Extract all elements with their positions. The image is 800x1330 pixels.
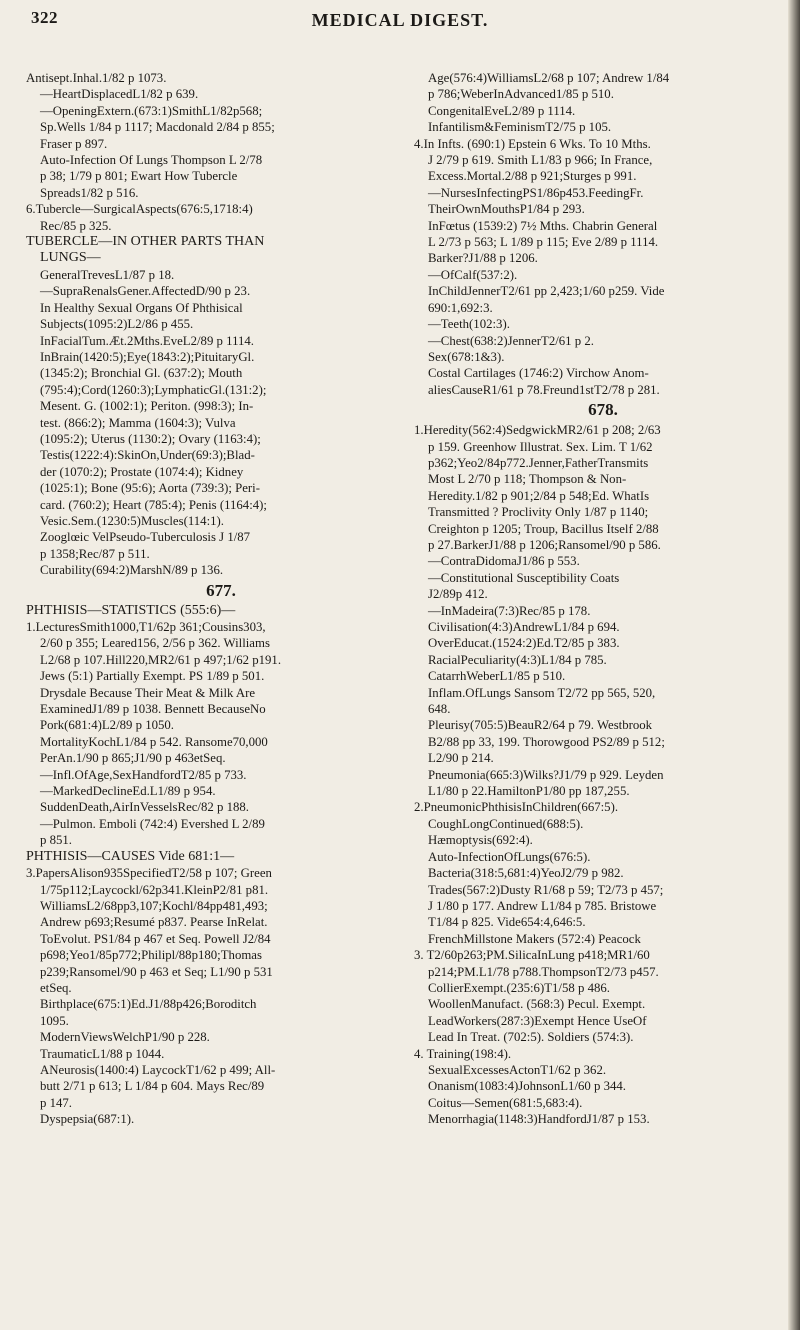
section-number: 678. — [588, 400, 618, 420]
index-line: etSeq. — [40, 980, 72, 995]
index-line: Bacteria(318:5,681:4)YeoJ2/79 p 982. — [428, 866, 624, 881]
index-line: butt 2/71 p 613; L 1/84 p 604. Mays Rec/89 — [40, 1079, 265, 1094]
index-line: (1025:1); Bone (95:6); Aorta (739:3); Peri- — [40, 481, 260, 496]
index-line: J 2/79 p 619. Smith L1/83 p 966; In France, — [428, 153, 653, 168]
index-line: T1/84 p 825. Vide654:4,646:5. — [428, 915, 586, 930]
index-line: —Teeth(102:3). — [428, 317, 510, 332]
index-line: InFœtus (1539:2) 7½ Mths. Chabrin General — [428, 218, 658, 233]
index-line: —Pulmon. Emboli (742:4) Evershed L 2/89 — [40, 816, 265, 831]
index-line: aliesCauseR1/61 p 78.Freund1stT2/78 p 281. — [428, 382, 660, 397]
index-line: —OpeningExtern.(673:1)SmithL1/82p568; — [40, 103, 263, 118]
index-line: Fraser p 897. — [40, 136, 108, 151]
index-line: L 2/73 p 563; L 1/89 p 115; Eve 2/89 p 1114. — [428, 235, 659, 250]
index-line: —SupraRenalsGener.AffectedD/90 p 23. — [40, 284, 251, 299]
index-line: p 1358;Rec/87 p 511. — [40, 546, 150, 561]
index-line: Infantilism&FeminismT2/75 p 105. — [428, 120, 612, 135]
index-line: Creighton p 1205; Troup, Bacillus Itself 2/88 — [428, 521, 659, 536]
index-line: Mesent. G. (1002:1); Periton. (998:3); In- — [40, 399, 254, 414]
index-line: —OfCalf(537:2). — [428, 267, 518, 282]
index-line: p 786;WeberInAdvanced1/85 p 510. — [428, 87, 614, 102]
index-line: Heredity.1/82 p 901;2/84 p 548;Ed. WhatIs — [428, 488, 650, 503]
index-line: 2.PneumonicPhthisisInChildren(667:5). — [414, 800, 619, 815]
index-line: —HeartDisplacedL1/82 p 639. — [40, 87, 199, 102]
index-line: 1095. — [40, 1013, 69, 1028]
index-line: PerAn.1/90 p 865;J1/90 p 463etSeq. — [40, 751, 226, 766]
index-line: 4. Training(198:4). — [414, 1046, 512, 1061]
index-line: p362;Yeo2/84p772.Jenner,FatherTransmits — [428, 455, 649, 470]
index-line: CongenitalEveL2/89 p 1114. — [428, 103, 576, 118]
index-line: p 147. — [40, 1095, 72, 1110]
index-line: ExaminedJ1/89 p 1038. Bennett BecauseNo — [40, 702, 266, 717]
index-line: Lead In Treat. (702:5). Soldiers (574:3). — [428, 1030, 634, 1045]
index-line: Auto-InfectionOfLungs(676:5). — [428, 849, 591, 864]
index-line: 690:1,692:3. — [428, 300, 493, 315]
index-line: Pork(681:4)L2/89 p 1050. — [40, 718, 175, 733]
index-line: 1.Heredity(562:4)SedgwickMR2/61 p 208; 2/63 — [414, 423, 661, 438]
index-line: L2/68 p 107.Hill220,MR2/61 p 497;1/62 p191. — [40, 652, 282, 667]
index-line: p 38; 1/79 p 801; Ewart How Tubercle — [40, 169, 238, 184]
index-line: WoollenManufact. (568:3) Pecul. Exempt. — [428, 997, 646, 1012]
index-line: (795:4);Cord(1260:3);LymphaticGl.(131:2); — [40, 382, 267, 397]
index-line: Inflam.OfLungs Sansom T2/72 pp 565, 520, — [428, 685, 656, 700]
index-line: (1095:2); Uterus (1130:2); Ovary (1163:4); — [40, 431, 261, 446]
index-line: (1345:2); Bronchial Gl. (637:2); Mouth — [40, 366, 243, 381]
index-line: p 159. Greenhow Illustrat. Sex. Lim. T 1/62 — [428, 439, 653, 454]
index-line: Costal Cartilages (1746:2) Virchow Anom- — [428, 366, 649, 381]
entry-heading: LUNGS— — [40, 250, 101, 266]
index-line: Curability(694:2)MarshN/89 p 136. — [40, 563, 224, 578]
index-line: WilliamsL2/68pp3,107;Kochl/84pp481,493; — [40, 898, 268, 913]
index-line: Civilisation(4:3)AndrewL1/84 p 694. — [428, 620, 620, 634]
index-line: Dyspepsia(687:1). — [40, 1112, 135, 1127]
section-number: 677. — [206, 580, 236, 600]
index-line: Onanism(1083:4)JohnsonL1/60 p 344. — [428, 1079, 626, 1094]
index-line: 2/60 p 355; Leared156, 2/56 p 362. Williams — [40, 636, 270, 651]
index-line: InChildJennerT2/61 pp 2,423;1/60 p259. Vide — [428, 284, 665, 299]
index-line: p 27.BarkerJ1/88 p 1206;Ransomel/90 p 586. — [428, 537, 661, 552]
index-line: 4.In Infts. (690:1) Epstein 6 Wks. To 10 Mths. — [414, 136, 651, 151]
left-column — [26, 70, 416, 1128]
index-line: B2/88 pp 33, 199. Thorowgood PS2/89 p 512; — [428, 734, 665, 749]
entry-heading: PHTHISIS—STATISTICS (555:6)— — [26, 602, 236, 618]
index-line: Birthplace(675:1)Ed.J1/88p426;Boroditch — [40, 997, 257, 1012]
index-line: Spreads1/82 p 516. — [40, 185, 139, 200]
index-line: FrenchMillstone Makers (572:4) Peacock — [428, 931, 641, 946]
index-line: 6.Tubercle—SurgicalAspects(676:5,1718:4) — [26, 202, 253, 217]
index-line: p 851. — [40, 833, 72, 848]
index-line: J 1/80 p 177. Andrew L1/84 p 785. Bristowe — [428, 898, 657, 913]
index-line: MortalityKochL1/84 p 542. Ransome70,000 — [40, 734, 268, 749]
index-line: InFacialTum.Æt.2Mths.EveL2/89 p 1114. — [40, 333, 254, 348]
index-line: Coitus—Semen(681:5,683:4). — [428, 1095, 583, 1110]
index-line: Most L 2/70 p 118; Thompson & Non- — [428, 472, 627, 487]
index-line: —Chest(638:2)JennerT2/61 p 2. — [428, 333, 594, 348]
index-line: InBrain(1420:5);Eye(1843:2);PituitaryGl. — [40, 349, 255, 364]
index-line: 3.PapersAlison935SpecifiedT2/58 p 107; Green — [26, 866, 272, 881]
index-line: —MarkedDeclineEd.L1/89 p 954. — [40, 784, 216, 799]
right-column — [414, 70, 792, 1128]
index-line: Excess.Mortal.2/88 p 921;Sturges p 991. — [428, 169, 637, 184]
index-line: 648. — [428, 702, 451, 717]
index-line: Jews (5:1) Partially Exempt. PS 1/89 p 501. — [40, 669, 265, 684]
index-line: p239;Ransomel/90 p 463 et Seq; L1/90 p 531 — [40, 964, 273, 979]
entry-heading: TUBERCLE—IN OTHER PARTS THAN — [26, 234, 265, 250]
index-line: Trades(567:2)Dusty R1/68 p 59; T2/73 p 457; — [428, 882, 664, 897]
page-number: 322 — [31, 8, 58, 27]
index-line: CollierExempt.(235:6)T1/58 p 486. — [428, 980, 610, 995]
index-line: Hæmoptysis(692:4). — [428, 833, 533, 848]
index-line: Testis(1222:4):SkinOn,Under(69:3);Blad- — [40, 448, 255, 463]
index-line: Antisept.Inhal.1/82 p 1073. — [26, 71, 167, 85]
index-line: Vesic.Sem.(1230:5)Muscles(114:1). — [40, 513, 224, 528]
index-line: 1.LecturesSmith1000,T1/62p 361;Cousins303, — [26, 620, 266, 634]
index-line: TraumaticL1/88 p 1044. — [40, 1046, 165, 1061]
index-line: Auto-Infection Of Lungs Thompson L 2/78 — [40, 153, 263, 168]
index-line: —Infl.OfAge,SexHandfordT2/85 p 733. — [40, 767, 247, 782]
index-line: 3. T2/60p263;PM.SilicaInLung p418;MR1/60 — [414, 948, 650, 963]
running-head: MEDICAL DIGEST. — [311, 10, 489, 30]
index-line: CatarrhWeberL1/85 p 510. — [428, 669, 566, 684]
index-line: —Constitutional Susceptibility Coats — [428, 570, 620, 585]
index-line: Pleurisy(705:5)BeauR2/64 p 79. Westbrook — [428, 718, 653, 733]
index-line: p214;PM.L1/78 p788.ThompsonT2/73 p457. — [428, 964, 659, 979]
index-line: L2/90 p 214. — [428, 751, 494, 766]
index-line: TheirOwnMouthsP1/84 p 293. — [428, 202, 585, 217]
index-line: —ContraDidomaJ1/86 p 553. — [428, 554, 580, 569]
index-line: 1/75p112;Laycockl/62p341.KleinP2/81 p81. — [40, 882, 269, 897]
index-line: CoughLongContinued(688:5). — [428, 816, 584, 831]
index-line: RacialPeculiarity(4:3)L1/84 p 785. — [428, 652, 607, 667]
index-line: Menorrhagia(1148:3)HandfordJ1/87 p 153. — [428, 1112, 650, 1127]
index-line: Pneumonia(665:3)Wilks?J1/79 p 929. Leyden — [428, 767, 664, 782]
index-line: L1/80 p 22.HamiltonP1/80 pp 187,255. — [428, 784, 630, 799]
index-line: SuddenDeath,AirInVesselsRec/82 p 188. — [40, 800, 249, 815]
index-line: Subjects(1095:2)L2/86 p 455. — [40, 317, 194, 332]
index-line: —InMadeira(7:3)Rec/85 p 178. — [428, 603, 591, 618]
index-line: GeneralTrevesL1/87 p 18. — [40, 267, 175, 282]
index-line: ModernViewsWelchP1/90 p 228. — [40, 1030, 210, 1045]
index-line: SexualExcessesActonT1/62 p 362. — [428, 1062, 607, 1077]
index-line: test. (866:2); Mamma (1604:3); Vulva — [40, 415, 236, 430]
index-line: Barker?J1/88 p 1206. — [428, 251, 538, 266]
index-line: OverEducat.(1524:2)Ed.T2/85 p 383. — [428, 636, 620, 651]
index-line: ToEvolut. PS1/84 p 467 et Seq. Powell J2/84 — [40, 931, 271, 946]
index-line: Transmitted ? Proclivity Only 1/87 p 1140; — [428, 505, 649, 520]
index-line: card. (760:2); Heart (785:4); Penis (1164:4); — [40, 497, 267, 512]
index-line: Sp.Wells 1/84 p 1117; Macdonald 2/84 p 855; — [40, 120, 275, 135]
index-line: der (1070:2); Prostate (1074:4); Kidney — [40, 464, 244, 479]
index-line: J2/89p 412. — [428, 587, 488, 602]
index-line: Rec/85 p 325. — [40, 218, 112, 233]
index-line: Age(576:4)WilliamsL2/68 p 107; Andrew 1/84 — [428, 71, 670, 85]
index-line: Sex(678:1&3). — [428, 349, 505, 364]
index-line: p698;Yeo1/85p772;Philipl/88p180;Thomas — [40, 948, 262, 963]
index-line: Andrew p693;Resumé p837. Pearse InRelat. — [40, 915, 268, 930]
index-line: Zooglœic VelPseudo-Tuberculosis J 1/87 — [40, 530, 251, 545]
entry-heading: PHTHISIS—CAUSES Vide 681:1— — [26, 848, 235, 864]
index-line: Drysdale Because Their Meat & Milk Are — [40, 685, 256, 700]
index-line: LeadWorkers(287:3)Exempt Hence UseOf — [428, 1013, 647, 1028]
index-line: In Healthy Sexual Organs Of Phthisical — [40, 300, 243, 315]
index-line: ANeurosis(1400:4) LaycockT1/62 p 499; All- — [40, 1062, 276, 1077]
index-line: —NursesInfectingPS1/86p453.FeedingFr. — [428, 185, 644, 200]
